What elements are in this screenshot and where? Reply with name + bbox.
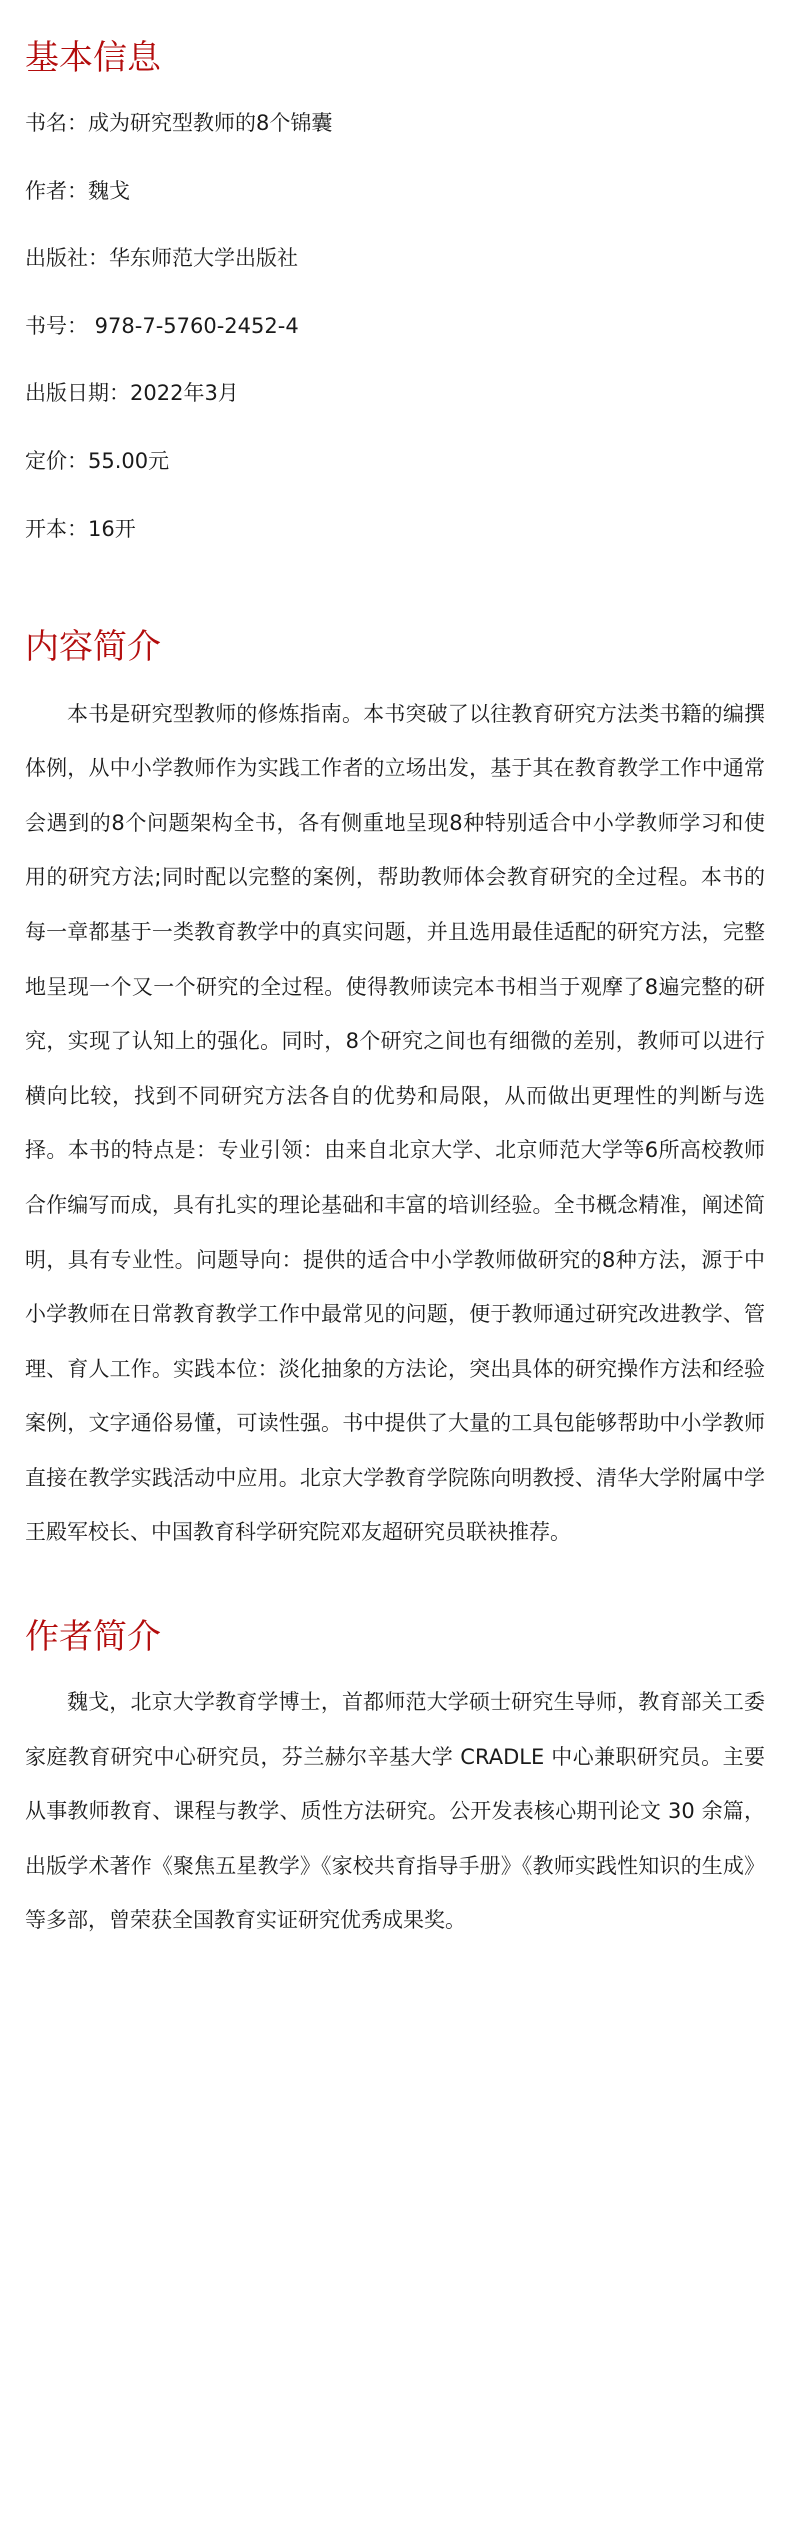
info-item-book-title: 书名：成为研究型教师的8个锦囊 <box>25 111 333 135</box>
info-item-publish-date: 出版日期：2022年3月 <box>25 381 239 406</box>
section-title-content-intro: 内容简介 <box>25 626 161 667</box>
info-item-price: 定价：55.00元 <box>25 448 170 473</box>
section-title-author-intro: 作者简介 <box>25 1617 161 1658</box>
basic-info-list <box>25 106 765 546</box>
info-item-publisher: 出版社：华东师范大学出版社 <box>25 246 298 271</box>
section-title-basic-info: 基本信息 <box>25 38 161 78</box>
content-intro-paragraph: 本书是研究型教师的修炼指南。本书突破了以往教育研究方法类书籍的编撰体例，从中小学教师作为实践工作者的立场出发，基于其在教育教学工作中通常会遇到的8个问题架构全书，各有侧重地呈现8种特别适合中小学教师学习和使用的研究方法;同时配以完整的案例，帮助教师体会教育研究的全过程。本书的每一章都基于一类教育教学中的真实问题，并且选用最佳适配的研究方法，完整地呈现一个又一个研究的全过程。使得教师读完本书相当于观摩了8遍完整的研究，实现了认知上的强化。同时，8个研究之间也有细微的差别，教师可以进行横向比较，找到不同研究方法各自的优势和局限，从而做出更理性的判断与选择。本书的特点是：专业引领：由来自北京大学、北京师范大学等6所高校教师合作编写而成，具有扎实的理论基础和丰富的培训经验。全书概念精准，阐述简明，具有专业性。问题导向：提供的适合中小学教师做研究的8种方法，源于中小学教师在日常教育教学工作中最常见的问题，便于教师通过研究改进教学、管理、育人工作。实践本位：淡化抽象的方法论，突出具体的研究操作方法和经验案例，文字通俗易懂，可读性强。书中提供了大量的工具包能够帮助中小学教师直接在教学实践活动中应用。北京大学教育学院陈向明教授、清华大学附属中学王殿军校长、中国教育科学研究院邓友超研究员联袂推荐。 <box>25 701 765 1545</box>
info-item-format: 开本：16开 <box>25 516 136 541</box>
author-intro-paragraph: 魏戈，北京大学教育学博士，首都师范大学硕士研究生导师，教育部关工委家庭教育研究中心研究员，芬兰赫尔辛基大学 CRADLE 中心兼职研究员。主要从事教师教育、课程与教学、质性方法研究。公开发表核心期刊论文 30 余篇，出版学术著作《聚焦五星教学》《家校共育指导手册》《教师实践性知识的生成》等多部，曾荣获全国教育实证研究优秀成果奖。 <box>25 1690 765 1933</box>
info-item-author: 作者：魏戈 <box>25 178 130 203</box>
info-item-isbn: 书号： 978-7-5760-2452-4 <box>25 313 299 338</box>
